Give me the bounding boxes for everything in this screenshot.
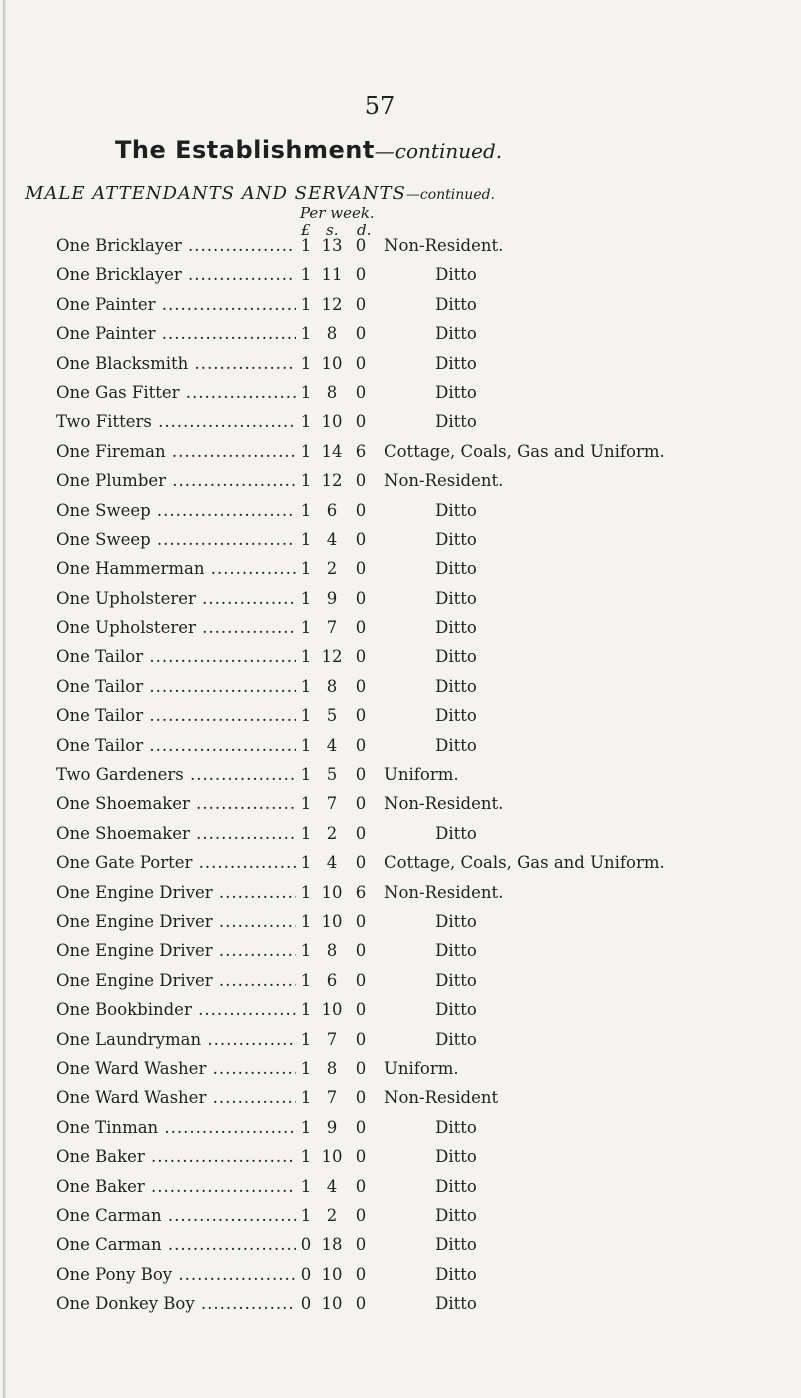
table-row xyxy=(0,1206,801,1235)
pounds-cell: 1 xyxy=(300,706,312,726)
occupation-cell: One Upholsterer ..... xyxy=(56,589,296,608)
pounds-cell: 1 xyxy=(300,735,312,755)
remark-cell: Ditto xyxy=(435,1029,477,1049)
pounds-cell: 1 xyxy=(300,794,312,814)
occupation-cell: One Carman ..... xyxy=(56,1206,296,1225)
table-row xyxy=(0,354,801,383)
pounds-cell: 1 xyxy=(300,941,312,961)
pence-cell: 0 xyxy=(355,647,367,667)
remark-cell: Ditto xyxy=(435,1000,477,1020)
shillings-cell: 9 xyxy=(326,588,338,608)
pounds-cell: 1 xyxy=(300,1176,312,1196)
table-row xyxy=(0,736,801,765)
shillings-cell: 7 xyxy=(326,1088,338,1108)
occupation-cell: One Gas Fitter ..... xyxy=(56,383,296,402)
pence-cell: 0 xyxy=(355,1294,367,1314)
occupation-cell: One Hammerman ..... xyxy=(56,559,296,578)
remark-cell: Cottage, Coals, Gas and Uniform. xyxy=(384,441,665,461)
pounds-cell: 1 xyxy=(300,765,312,785)
section-heading-continued: —continued. xyxy=(405,187,496,203)
pounds-cell: 1 xyxy=(300,618,312,638)
occupation-cell: One Engine Driver ..... xyxy=(56,883,296,902)
wages-table xyxy=(0,236,801,1323)
shillings-cell: 12 xyxy=(321,647,343,667)
column-header-pounds: £ xyxy=(301,221,311,239)
pence-cell: 0 xyxy=(355,324,367,344)
occupation-cell: One Bookbinder ..... xyxy=(56,1000,296,1019)
occupation-cell: One Tailor ..... xyxy=(56,647,296,666)
pounds-cell: 1 xyxy=(300,647,312,667)
shillings-cell: 4 xyxy=(326,1176,338,1196)
occupation-cell: One Blacksmith ..... xyxy=(56,354,296,373)
occupation-cell: One Ward Washer ..... xyxy=(56,1088,296,1107)
shillings-cell: 6 xyxy=(326,500,338,520)
pence-cell: 0 xyxy=(355,941,367,961)
occupation-cell: One Engine Driver ..... xyxy=(56,941,296,960)
remark-cell: Ditto xyxy=(435,294,477,314)
pounds-cell: 1 xyxy=(300,324,312,344)
occupation-cell: One Plumber ..... xyxy=(56,471,296,490)
column-header-period: Per week. xyxy=(300,204,375,222)
shillings-cell: 11 xyxy=(321,265,343,285)
table-row xyxy=(0,794,801,823)
table-row xyxy=(0,677,801,706)
pence-cell: 0 xyxy=(355,1264,367,1284)
pence-cell: 0 xyxy=(355,1058,367,1078)
remark-cell: Ditto xyxy=(435,647,477,667)
remark-cell: Ditto xyxy=(435,412,477,432)
shillings-cell: 2 xyxy=(326,559,338,579)
pence-cell: 0 xyxy=(355,911,367,931)
table-row xyxy=(0,589,801,618)
table-row xyxy=(0,530,801,559)
table-row xyxy=(0,1030,801,1059)
pence-cell: 0 xyxy=(355,236,367,255)
table-row xyxy=(0,1294,801,1323)
shillings-cell: 12 xyxy=(321,294,343,314)
shillings-cell: 7 xyxy=(326,794,338,814)
remark-cell: Ditto xyxy=(435,735,477,755)
pence-cell: 0 xyxy=(355,706,367,726)
pence-cell: 0 xyxy=(355,735,367,755)
shillings-cell: 14 xyxy=(321,441,343,461)
remark-cell: Ditto xyxy=(435,1235,477,1255)
pounds-cell: 0 xyxy=(300,1264,312,1284)
remark-cell: Ditto xyxy=(435,676,477,696)
pounds-cell: 1 xyxy=(300,1205,312,1225)
pounds-cell: 1 xyxy=(300,471,312,491)
occupation-cell: One Engine Driver ..... xyxy=(56,912,296,931)
shillings-cell: 8 xyxy=(326,1058,338,1078)
pence-cell: 0 xyxy=(355,970,367,990)
occupation-cell: One Tailor ..... xyxy=(56,736,296,755)
pounds-cell: 0 xyxy=(300,1235,312,1255)
table-row xyxy=(0,971,801,1000)
pence-cell: 0 xyxy=(355,559,367,579)
remark-cell: Ditto xyxy=(435,970,477,990)
pence-cell: 0 xyxy=(355,1088,367,1108)
page-title xyxy=(115,136,502,164)
pounds-cell: 1 xyxy=(300,853,312,873)
title-continued: —continued. xyxy=(374,139,503,163)
pence-cell: 0 xyxy=(355,588,367,608)
shillings-cell: 5 xyxy=(326,706,338,726)
pounds-cell: 0 xyxy=(300,1294,312,1314)
pence-cell: 0 xyxy=(355,1117,367,1137)
shillings-cell: 18 xyxy=(321,1235,343,1255)
shillings-cell: 2 xyxy=(326,1205,338,1225)
occupation-cell: One Ward Washer ..... xyxy=(56,1059,296,1078)
occupation-cell: One Shoemaker ..... xyxy=(56,794,296,813)
occupation-cell: One Donkey Boy ..... xyxy=(56,1294,296,1313)
shillings-cell: 7 xyxy=(326,1029,338,1049)
shillings-cell: 4 xyxy=(326,735,338,755)
pounds-cell: 1 xyxy=(300,529,312,549)
table-row xyxy=(0,265,801,294)
occupation-cell: One Upholsterer ..... xyxy=(56,618,296,637)
occupation-cell: One Tinman ..... xyxy=(56,1118,296,1137)
occupation-cell: One Bricklayer ..... xyxy=(56,236,296,255)
pence-cell: 6 xyxy=(355,441,367,461)
shillings-cell: 9 xyxy=(326,1117,338,1137)
shillings-cell: 4 xyxy=(326,853,338,873)
remark-cell: Ditto xyxy=(435,588,477,608)
shillings-cell: 4 xyxy=(326,529,338,549)
occupation-cell: One Sweep ..... xyxy=(56,530,296,549)
remark-cell: Ditto xyxy=(435,1176,477,1196)
remark-cell: Ditto xyxy=(435,353,477,373)
shillings-cell: 10 xyxy=(321,882,343,902)
remark-cell: Ditto xyxy=(435,529,477,549)
remark-cell: Ditto xyxy=(435,500,477,520)
shillings-cell: 8 xyxy=(326,941,338,961)
remark-cell: Uniform. xyxy=(384,1058,459,1078)
occupation-cell: One Pony Boy ..... xyxy=(56,1265,296,1284)
occupation-cell: One Bricklayer ..... xyxy=(56,265,296,284)
pence-cell: 0 xyxy=(355,382,367,402)
table-row xyxy=(0,883,801,912)
remark-cell: Ditto xyxy=(435,1294,477,1314)
shillings-cell: 12 xyxy=(321,471,343,491)
table-row xyxy=(0,383,801,412)
remark-cell: Ditto xyxy=(435,265,477,285)
occupation-cell: One Baker ..... xyxy=(56,1177,296,1196)
pounds-cell: 1 xyxy=(300,823,312,843)
table-row xyxy=(0,295,801,324)
table-row xyxy=(0,853,801,882)
remark-cell: Non-Resident. xyxy=(384,236,504,255)
table-row xyxy=(0,412,801,441)
pounds-cell: 1 xyxy=(300,1029,312,1049)
occupation-cell: One Painter ..... xyxy=(56,324,296,343)
shillings-cell: 10 xyxy=(321,353,343,373)
pounds-cell: 1 xyxy=(300,441,312,461)
pence-cell: 0 xyxy=(355,794,367,814)
occupation-cell: One Sweep ..... xyxy=(56,501,296,520)
shillings-cell: 2 xyxy=(326,823,338,843)
column-header-shillings: s. xyxy=(326,221,339,239)
table-row xyxy=(0,941,801,970)
pounds-cell: 1 xyxy=(300,353,312,373)
table-row xyxy=(0,1118,801,1147)
pence-cell: 0 xyxy=(355,1176,367,1196)
pence-cell: 0 xyxy=(355,618,367,638)
remark-cell: Uniform. xyxy=(384,765,459,785)
shillings-cell: 10 xyxy=(321,911,343,931)
pence-cell: 0 xyxy=(355,1000,367,1020)
pounds-cell: 1 xyxy=(300,1147,312,1167)
pence-cell: 0 xyxy=(355,823,367,843)
remark-cell: Non-Resident. xyxy=(384,471,504,491)
table-row xyxy=(0,765,801,794)
pounds-cell: 1 xyxy=(300,382,312,402)
table-row xyxy=(0,1177,801,1206)
pounds-cell: 1 xyxy=(300,265,312,285)
table-row xyxy=(0,647,801,676)
remark-cell: Ditto xyxy=(435,382,477,402)
pounds-cell: 1 xyxy=(300,1000,312,1020)
section-heading xyxy=(25,183,495,204)
pounds-cell: 1 xyxy=(300,236,312,255)
table-row xyxy=(0,501,801,530)
table-row xyxy=(0,618,801,647)
pounds-cell: 1 xyxy=(300,294,312,314)
shillings-cell: 10 xyxy=(321,1264,343,1284)
occupation-cell: One Tailor ..... xyxy=(56,677,296,696)
occupation-cell: One Tailor ..... xyxy=(56,706,296,725)
remark-cell: Ditto xyxy=(435,941,477,961)
pounds-cell: 1 xyxy=(300,970,312,990)
occupation-cell: One Painter ..... xyxy=(56,295,296,314)
pence-cell: 0 xyxy=(355,294,367,314)
remark-cell: Ditto xyxy=(435,618,477,638)
shillings-cell: 5 xyxy=(326,765,338,785)
table-row xyxy=(0,442,801,471)
remark-cell: Ditto xyxy=(435,911,477,931)
section-heading-main: MALE ATTENDANTS AND SERVANTS xyxy=(25,183,406,204)
table-row xyxy=(0,1235,801,1264)
occupation-cell: One Baker ..... xyxy=(56,1147,296,1166)
pence-cell: 0 xyxy=(355,1029,367,1049)
pence-cell: 0 xyxy=(355,412,367,432)
occupation-cell: One Fireman ..... xyxy=(56,442,296,461)
pounds-cell: 1 xyxy=(300,1058,312,1078)
pounds-cell: 1 xyxy=(300,1117,312,1137)
shillings-cell: 6 xyxy=(326,970,338,990)
pounds-cell: 1 xyxy=(300,882,312,902)
shillings-cell: 10 xyxy=(321,412,343,432)
remark-cell: Ditto xyxy=(435,1205,477,1225)
pounds-cell: 1 xyxy=(300,1088,312,1108)
remark-cell: Ditto xyxy=(435,1264,477,1284)
table-row xyxy=(0,471,801,500)
title-main: The Establishment xyxy=(115,136,375,164)
table-row xyxy=(0,1147,801,1176)
table-row xyxy=(0,706,801,735)
pence-cell: 0 xyxy=(355,676,367,696)
remark-cell: Cottage, Coals, Gas and Uniform. xyxy=(384,853,665,873)
table-row xyxy=(0,824,801,853)
table-row xyxy=(0,1265,801,1294)
table-row xyxy=(0,324,801,353)
remark-cell: Ditto xyxy=(435,324,477,344)
occupation-cell: One Laundryman ..... xyxy=(56,1030,296,1049)
pounds-cell: 1 xyxy=(300,911,312,931)
occupation-cell: One Carman ..... xyxy=(56,1235,296,1254)
shillings-cell: 7 xyxy=(326,618,338,638)
table-row xyxy=(0,559,801,588)
shillings-cell: 8 xyxy=(326,324,338,344)
shillings-cell: 10 xyxy=(321,1294,343,1314)
pence-cell: 0 xyxy=(355,853,367,873)
occupation-cell: Two Fitters ..... xyxy=(56,412,296,431)
remark-cell: Ditto xyxy=(435,1147,477,1167)
pounds-cell: 1 xyxy=(300,559,312,579)
pence-cell: 0 xyxy=(355,353,367,373)
remark-cell: Non-Resident. xyxy=(384,794,504,814)
remark-cell: Ditto xyxy=(435,823,477,843)
pounds-cell: 1 xyxy=(300,676,312,696)
shillings-cell: 10 xyxy=(321,1147,343,1167)
remark-cell: Ditto xyxy=(435,706,477,726)
column-header-pence: d. xyxy=(357,221,372,239)
page-number: 57 xyxy=(364,92,396,120)
occupation-cell: One Gate Porter ..... xyxy=(56,853,296,872)
table-row xyxy=(0,1059,801,1088)
occupation-cell: One Engine Driver ..... xyxy=(56,971,296,990)
pence-cell: 0 xyxy=(355,265,367,285)
pence-cell: 0 xyxy=(355,529,367,549)
table-row xyxy=(0,236,801,265)
pounds-cell: 1 xyxy=(300,588,312,608)
remark-cell: Non-Resident xyxy=(384,1088,499,1108)
shillings-cell: 8 xyxy=(326,382,338,402)
remark-cell: Non-Resident. xyxy=(384,882,504,902)
occupation-cell: One Shoemaker ..... xyxy=(56,824,296,843)
pence-cell: 0 xyxy=(355,765,367,785)
pence-cell: 0 xyxy=(355,471,367,491)
shillings-cell: 8 xyxy=(326,676,338,696)
pounds-cell: 1 xyxy=(300,412,312,432)
pence-cell: 0 xyxy=(355,1235,367,1255)
shillings-cell: 13 xyxy=(321,236,343,255)
pence-cell: 0 xyxy=(355,1147,367,1167)
remark-cell: Ditto xyxy=(435,1117,477,1137)
table-row xyxy=(0,1088,801,1117)
table-row xyxy=(0,912,801,941)
shillings-cell: 10 xyxy=(321,1000,343,1020)
table-row xyxy=(0,1000,801,1029)
pounds-cell: 1 xyxy=(300,500,312,520)
pence-cell: 0 xyxy=(355,1205,367,1225)
occupation-cell: Two Gardeners ..... xyxy=(56,765,296,784)
pence-cell: 0 xyxy=(355,500,367,520)
remark-cell: Ditto xyxy=(435,559,477,579)
pence-cell: 6 xyxy=(355,882,367,902)
